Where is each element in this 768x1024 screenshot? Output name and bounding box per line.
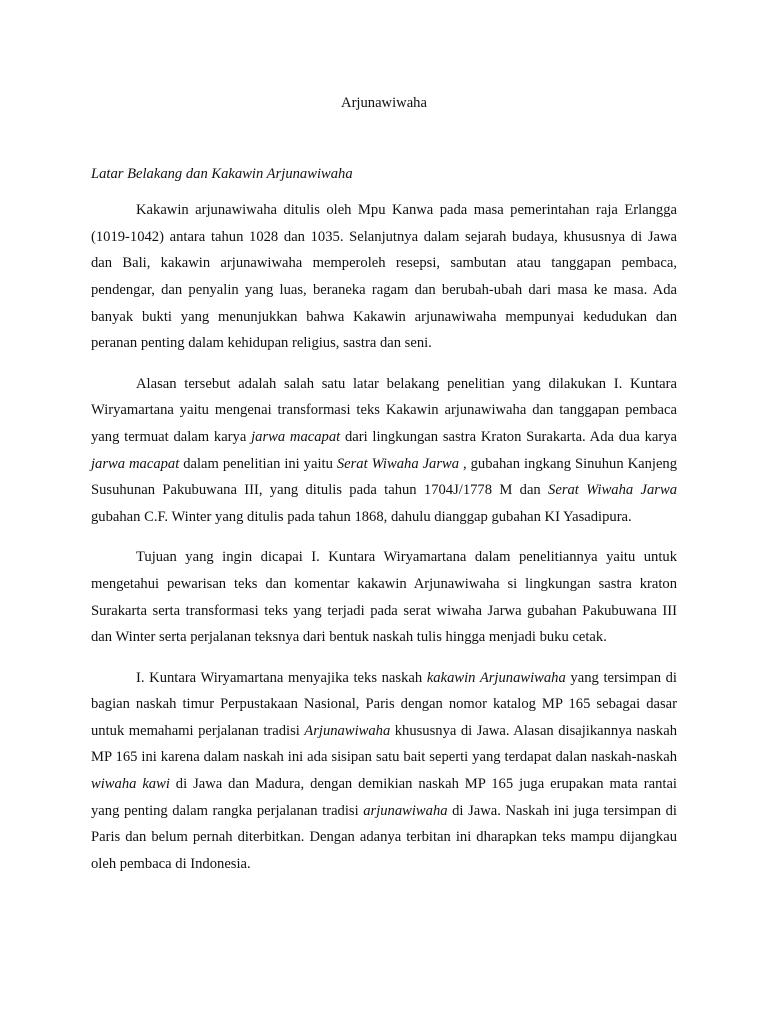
document-title: Arjunawiwaha bbox=[341, 95, 427, 111]
paragraph-2-run-3: dari lingkungan sastra Kraton Surakarta. Ada dua karya bbox=[340, 428, 677, 445]
paragraph-1-run-1: Kakawin arjunawiwaha ditulis oleh Mpu Kanwa pada masa pemerintahan raja Erlangga (1019-1042) antara tahun 1028 dan 1035. Selanjutnya dalam sejarah budaya, khususnya di Jawa dan Bali, kakawin arjunawiwaha memperoleh resepsi, sambutan atau tanggapan pembaca, pendengar, dan penyalin yang luas, beraneka ragam dan berubah-ubah dari masa ke masa. Ada banyak bukti yang menunjukkan bahwa Kakawin arjunawiwaha mempunyai kedudukan dan peranan penting dalam kehidupan religius, sastra dan seni. bbox=[91, 202, 677, 352]
section-heading: Latar Belakang dan Kakawin Arjunawiwaha bbox=[91, 165, 353, 182]
paragraph-4 bbox=[91, 665, 677, 878]
paragraph-4-italic-arjunawiwaha-2: arjunawiwaha bbox=[363, 802, 448, 819]
paragraph-3 bbox=[91, 544, 677, 650]
paragraph-4-run-7: di Jawa dan Madura, dengan demikian naskah MP 165 juga erupakan mata rantai yang penting dalam rangka perjalanan tradisi bbox=[91, 776, 677, 819]
paragraph-4-italic-arjunawiwaha: Arjunawiwaha bbox=[304, 722, 391, 739]
paragraph-4-italic-kakawin-arjunawiwaha: kakawin Arjunawiwaha bbox=[426, 669, 566, 686]
paragraph-2-run-7: , gubahan ingkang Sinuhun Kanjeng Susuhunan Pakubuwana III, yang ditulis pada tahun 1704J/1778 M dan bbox=[91, 455, 678, 499]
paragraph-2-run-1: Alasan tersebut adalah salah satu latar belakang penelitian yang dilakukan I. Kuntara Wiryamartana yaitu mengenai transformasi teks Kakawin arjunawiwaha dan tanggapan pembaca yang termuat dalam karya bbox=[91, 375, 677, 445]
document-page bbox=[91, 90, 677, 891]
paragraph-2-italic-serat-wiwaha-jarwa: Serat Wiwaha Jarwa bbox=[336, 455, 460, 472]
paragraph-2-italic-jarwa-macapat-2: jarwa macapat bbox=[91, 455, 180, 472]
paragraph-4-run-9: di Jawa. Naskah ini juga tersimpan di Paris dan belum pernah diterbitkan. Dengan adanya terbitan ini dharapkan teks mampu dijangkau oleh pembaca di Indonesia. bbox=[91, 802, 677, 872]
paragraph-2 bbox=[91, 371, 677, 531]
paragraph-4-run-3: yang tersimpan di bagian naskah timur Perpustakaan Nasional, Paris dengan nomor katalog MP 165 sebagai dasar untuk memahami perjalanan tradisi bbox=[91, 669, 677, 739]
paragraph-4-run-5: khususnya di Jawa. Alasan disajikannya naskah MP 165 ini karena dalam naskah ini ada sisipan satu bait seperti yang terdapat dalan naskah-naskah bbox=[91, 722, 677, 766]
paragraph-4-italic-wiwaha-kawi: wiwaha kawi bbox=[91, 776, 170, 793]
paragraph-4-run-1: I. Kuntara Wiryamartana menyajika teks naskah bbox=[136, 669, 427, 686]
paragraph-3-run-1: Tujuan yang ingin dicapai I. Kuntara Wiryamartana dalam penelitiannya yaitu untuk mengetahui pewarisan teks dan komentar kakawin Arjunawiwaha si lingkungan sastra kraton Surakarta serta transformasi teks yang terjadi pada serat wiwaha Jarwa gubahan Pakubuwana III dan Winter serta perjalanan teksnya dari bentuk naskah tulis hingga menjadi buku cetak. bbox=[91, 549, 677, 646]
paragraph-2-run-9: gubahan C.F. Winter yang ditulis pada tahun 1868, dahulu dianggap gubahan KI Yasadipura. bbox=[91, 508, 632, 525]
paragraph-2-italic-serat-wiwaha-jarwa-2: Serat Wiwaha Jarwa bbox=[548, 482, 678, 499]
paragraph-2-italic-jarwa-macapat: jarwa macapat bbox=[251, 428, 341, 445]
paragraph-2-run-5: dalam penelitian ini yaitu bbox=[179, 455, 337, 472]
paragraph-1 bbox=[91, 197, 677, 357]
